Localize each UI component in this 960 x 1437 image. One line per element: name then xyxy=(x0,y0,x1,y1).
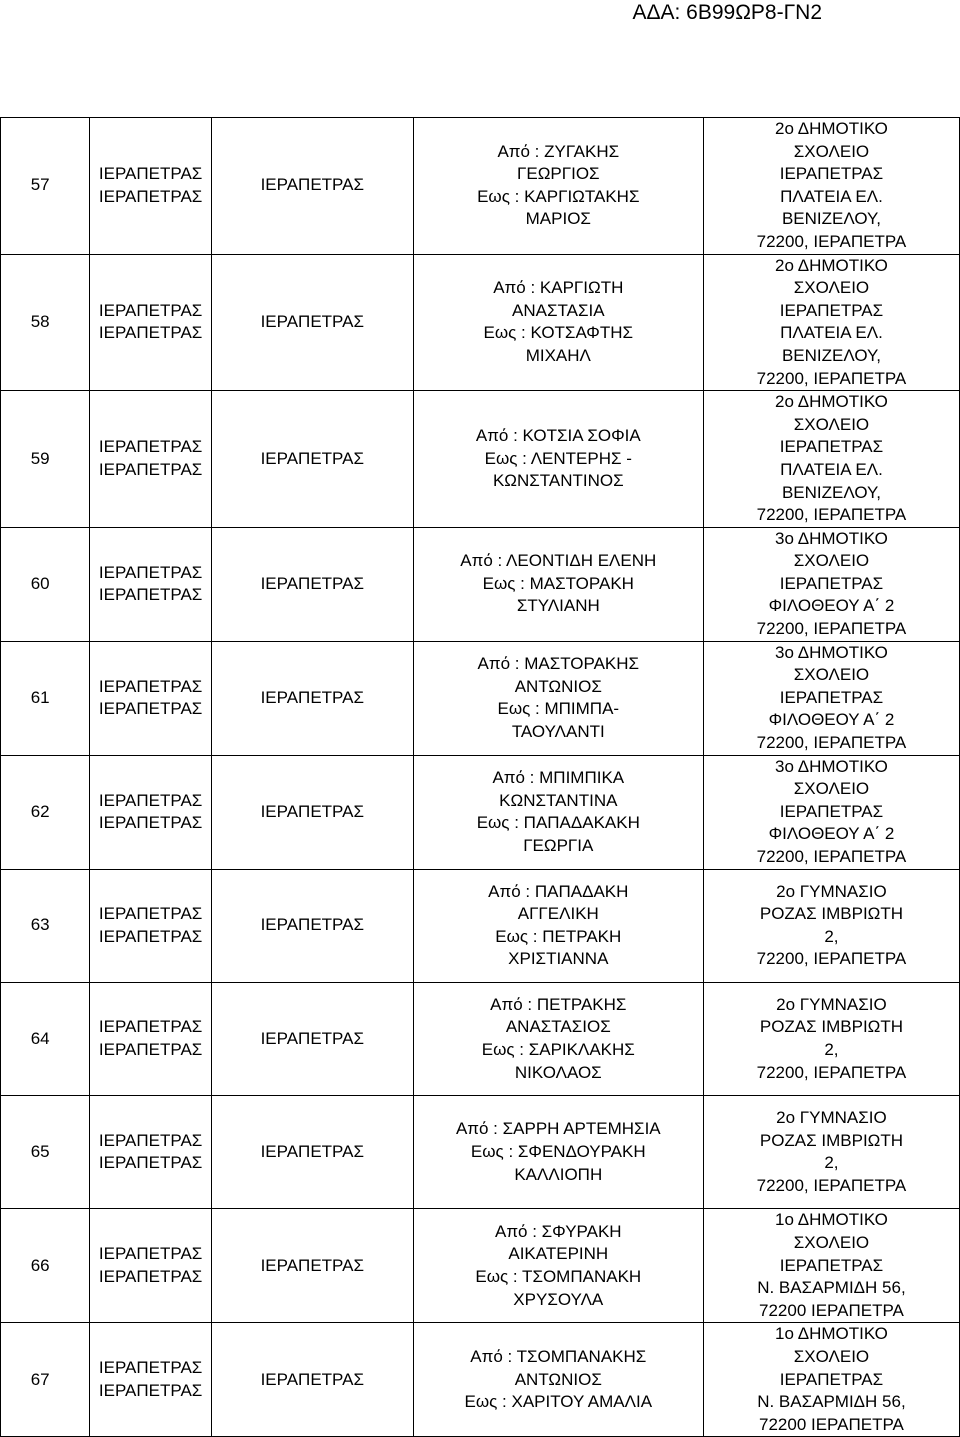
surname-range-line: Από : ΖΥΓΑΚΗΣ xyxy=(497,141,620,161)
area-name: ΙΕΡΑΠΕΤΡΑΣ xyxy=(98,459,203,479)
polling-station-line: ΙΕΡΑΠΕΤΡΑΣ xyxy=(779,1369,884,1389)
surname-range-line: ΓΕΩΡΓΙΟΣ xyxy=(517,164,600,184)
polling-station-line: ΙΕΡΑΠΕΤΡΑΣ xyxy=(779,437,884,457)
table-body xyxy=(1,118,960,1437)
table-row xyxy=(1,1096,960,1209)
surname-range-line: Εως : ΜΑΣΤΟΡΑΚΗ xyxy=(482,573,634,593)
municipality-cell xyxy=(211,1209,413,1323)
area-cell xyxy=(90,1209,212,1323)
polling-station-line: 1ο ΔΗΜΟΤΙΚΟ xyxy=(775,1210,888,1230)
surname-range-line: Εως : ΣΑΡΙΚΛΑΚΗΣ xyxy=(481,1040,635,1060)
municipality-name: ΙΕΡΑΠΕΤΡΑΣ xyxy=(260,448,364,468)
polling-station-cell xyxy=(703,869,959,982)
polling-station-line: 2ο ΔΗΜΟΤΙΚΟ xyxy=(775,392,888,412)
area-cell xyxy=(90,527,212,641)
surname-range-line: Από : ΛΕΟΝΤΙΔΗ ΕΛΕΝΗ xyxy=(460,551,657,571)
surname-range-cell xyxy=(413,1323,703,1437)
surname-range-line: Από : ΠΑΠΑΔΑΚΗ xyxy=(488,881,629,901)
surname-range-line: ΜΑΡΙΟΣ xyxy=(525,209,591,229)
table-row xyxy=(1,869,960,982)
polling-station-line: ΣΧΟΛΕΙΟ xyxy=(793,1233,870,1253)
polling-station-line: 72200, ΙΕΡΑΠΕΤΡΑ xyxy=(756,1062,907,1082)
polling-station-line: ΦΙΛΟΘΕΟΥ Α΄ 2 xyxy=(768,710,895,730)
polling-station-line: 3ο ΔΗΜΟΤΙΚΟ xyxy=(775,756,888,776)
polling-station-line: 72200, ΙΕΡΑΠΕΤΡΑ xyxy=(756,368,907,388)
polling-station-line: ΣΧΟΛΕΙΟ xyxy=(793,141,870,161)
polling-station-line: ΠΛΑΤΕΙΑ ΕΛ. xyxy=(780,186,883,206)
row-number: 67 xyxy=(30,1369,50,1389)
surname-range-line: Εως : ΛΕΝΤΕΡΗΣ - xyxy=(484,448,632,468)
polling-stations-table xyxy=(0,117,960,1437)
surname-range-line: Από : ΚΑΡΓΙΩΤΗ xyxy=(493,278,624,298)
surname-range-cell xyxy=(413,641,703,755)
municipality-cell xyxy=(211,869,413,982)
polling-station-line: 72200, ΙΕΡΑΠΕΤΡΑ xyxy=(756,847,907,866)
area-name: ΙΕΡΑΠΕΤΡΑΣ xyxy=(98,300,203,320)
row-number-cell xyxy=(1,1209,90,1323)
polling-station-cell xyxy=(703,118,959,255)
surname-range-line: ΧΡΥΣΟΥΛΑ xyxy=(513,1289,604,1309)
polling-station-line: ΠΛΑΤΕΙΑ ΕΛ. xyxy=(780,323,883,343)
municipality-cell xyxy=(211,391,413,528)
area-name: ΙΕΡΑΠΕΤΡΑΣ xyxy=(98,562,203,582)
area-name: ΙΕΡΑΠΕΤΡΑΣ xyxy=(98,926,203,946)
surname-range-line: ΚΩΝΣΤΑΝΤΙΝΟΣ xyxy=(492,471,624,491)
polling-station-line: ΙΕΡΑΠΕΤΡΑΣ xyxy=(779,573,884,593)
polling-station-line: 72200 ΙΕΡΑΠΕΤΡΑ xyxy=(759,1300,904,1320)
polling-station-line: ΠΛΑΤΕΙΑ ΕΛ. xyxy=(780,459,883,479)
polling-station-line: 3ο ΔΗΜΟΤΙΚΟ xyxy=(775,528,888,548)
polling-station-line: Ν. ΒΑΣΑΡΜΙΔΗ 56, xyxy=(757,1278,906,1298)
area-name: ΙΕΡΑΠΕΤΡΑΣ xyxy=(98,323,203,343)
municipality-name: ΙΕΡΑΠΕΤΡΑΣ xyxy=(260,915,364,935)
area-name: ΙΕΡΑΠΕΤΡΑΣ xyxy=(98,790,203,810)
surname-range-line: Εως : ΚΟΤΣΑΦΤΗΣ xyxy=(483,323,634,343)
polling-station-line: 72200, ΙΕΡΑΠΕΤΡΑ xyxy=(756,505,907,525)
area-cell xyxy=(90,1323,212,1437)
surname-range-line: ΝΙΚΟΛΑΟΣ xyxy=(514,1062,602,1082)
area-name: ΙΕΡΑΠΕΤΡΑΣ xyxy=(98,1358,203,1378)
polling-station-line: ΒΕΝΙΖΕΛΟΥ, xyxy=(781,209,881,229)
surname-range-line: ΑΝΤΩΝΙΟΣ xyxy=(514,676,602,696)
area-cell xyxy=(90,118,212,255)
area-name: ΙΕΡΑΠΕΤΡΑΣ xyxy=(98,676,203,696)
area-name: ΙΕΡΑΠΕΤΡΑΣ xyxy=(98,585,203,605)
polling-station-line: ΣΧΟΛΕΙΟ xyxy=(793,665,870,685)
area-cell xyxy=(90,391,212,528)
surname-range-cell xyxy=(413,982,703,1095)
area-cell xyxy=(90,982,212,1095)
row-number: 60 xyxy=(30,573,50,593)
surname-range-line: Από : ΜΠΙΜΠΙΚΑ xyxy=(492,767,625,787)
surname-range-cell xyxy=(413,1209,703,1323)
area-name: ΙΕΡΑΠΕΤΡΑΣ xyxy=(98,1017,203,1037)
row-number-cell xyxy=(1,254,90,391)
municipality-name: ΙΕΡΑΠΕΤΡΑΣ xyxy=(260,1255,364,1275)
polling-station-cell xyxy=(703,641,959,755)
area-cell xyxy=(90,254,212,391)
row-number-cell xyxy=(1,391,90,528)
polling-station-line: Ν. ΒΑΣΑΡΜΙΔΗ 56, xyxy=(757,1392,906,1412)
polling-station-line: ΦΙΛΟΘΕΟΥ Α΄ 2 xyxy=(768,824,895,844)
area-name: ΙΕΡΑΠΕΤΡΑΣ xyxy=(98,813,203,833)
polling-station-line: ΣΧΟΛΕΙΟ xyxy=(793,1347,870,1367)
area-name: ΙΕΡΑΠΕΤΡΑΣ xyxy=(98,1040,203,1060)
area-cell xyxy=(90,1096,212,1209)
municipality-name: ΙΕΡΑΠΕΤΡΑΣ xyxy=(260,1142,364,1162)
surname-range-line: ΑΓΓΕΛΙΚΗ xyxy=(517,904,599,924)
polling-station-cell xyxy=(703,527,959,641)
polling-station-line: 2ο ΓΥΜΝΑΣΙΟ xyxy=(776,881,887,901)
area-name: ΙΕΡΑΠΕΤΡΑΣ xyxy=(98,186,203,206)
surname-range-cell xyxy=(413,755,703,869)
row-number: 58 xyxy=(30,312,50,332)
surname-range-cell xyxy=(413,1096,703,1209)
municipality-name: ΙΕΡΑΠΕΤΡΑΣ xyxy=(260,1028,364,1048)
row-number: 65 xyxy=(30,1142,50,1162)
polling-station-line: ΙΕΡΑΠΕΤΡΑΣ xyxy=(779,801,884,821)
polling-station-line: 72200, ΙΕΡΑΠΕΤΡΑ xyxy=(756,949,907,969)
surname-range-line: Από : ΠΕΤΡΑΚΗΣ xyxy=(490,994,627,1014)
table-row xyxy=(1,254,960,391)
table-row xyxy=(1,1323,960,1437)
row-number: 62 xyxy=(30,801,50,821)
row-number-cell xyxy=(1,527,90,641)
row-number: 57 xyxy=(30,175,50,195)
row-number-cell xyxy=(1,869,90,982)
area-name: ΙΕΡΑΠΕΤΡΑΣ xyxy=(98,164,203,184)
area-name: ΙΕΡΑΠΕΤΡΑΣ xyxy=(98,904,203,924)
polling-station-line: 1ο ΔΗΜΟΤΙΚΟ xyxy=(775,1324,888,1344)
surname-range-line: Από : ΤΣΟΜΠΑΝΑΚΗΣ xyxy=(470,1347,647,1367)
table-row xyxy=(1,118,960,255)
row-number-cell xyxy=(1,755,90,869)
surname-range-cell xyxy=(413,391,703,528)
area-name: ΙΕΡΑΠΕΤΡΑΣ xyxy=(98,1380,203,1400)
area-name: ΙΕΡΑΠΕΤΡΑΣ xyxy=(98,1244,203,1264)
polling-station-cell xyxy=(703,1096,959,1209)
surname-range-line: ΤΑΟΥΛΑΝΤΙ xyxy=(511,721,605,741)
polling-station-cell xyxy=(703,391,959,528)
surname-range-line: Εως : ΠΑΠΑΔΑΚΑΚΗ xyxy=(476,813,640,833)
surname-range-line: Από : ΣΦΥΡΑΚΗ xyxy=(494,1221,622,1241)
surname-range-line: Από : ΣΑΡΡΗ ΑΡΤΕΜΗΣΙΑ xyxy=(455,1119,661,1139)
polling-station-line: ΒΕΝΙΖΕΛΟΥ, xyxy=(781,482,881,502)
polling-station-line: ΣΧΟΛΕΙΟ xyxy=(793,551,870,571)
polling-station-line: 72200, ΙΕΡΑΠΕΤΡΑ xyxy=(756,733,907,753)
surname-range-line: ΑΝΑΣΤΑΣΙΟΣ xyxy=(505,1017,611,1037)
municipality-cell xyxy=(211,527,413,641)
polling-station-cell xyxy=(703,1323,959,1437)
surname-range-line: ΚΑΛΛΙΟΠΗ xyxy=(514,1164,603,1184)
surname-range-line: Εως : ΠΕΤΡΑΚΗ xyxy=(495,926,622,946)
municipality-cell xyxy=(211,755,413,869)
area-cell xyxy=(90,755,212,869)
municipality-name: ΙΕΡΑΠΕΤΡΑΣ xyxy=(260,687,364,707)
polling-station-line: ΣΧΟΛΕΙΟ xyxy=(793,414,870,434)
area-name: ΙΕΡΑΠΕΤΡΑΣ xyxy=(98,1153,203,1173)
surname-range-line: ΑΝΑΣΤΑΣΙΑ xyxy=(512,300,605,320)
surname-range-line: Από : ΜΑΣΤΟΡΑΚΗΣ xyxy=(477,653,640,673)
polling-station-line: 2, xyxy=(824,1153,839,1173)
polling-station-line: ΙΕΡΑΠΕΤΡΑΣ xyxy=(779,687,884,707)
municipality-name: ΙΕΡΑΠΕΤΡΑΣ xyxy=(260,312,364,332)
surname-range-line: Εως : ΧΑΡΙΤΟΥ ΑΜΑΛΙΑ xyxy=(464,1392,653,1412)
table-row xyxy=(1,755,960,869)
municipality-cell xyxy=(211,118,413,255)
polling-station-cell xyxy=(703,982,959,1095)
polling-station-line: 2ο ΓΥΜΝΑΣΙΟ xyxy=(776,994,887,1014)
document-code: ΑΔΑ: 6Β99ΩΡ8-ΓΝ2 xyxy=(632,1,822,24)
polling-station-line: 2, xyxy=(824,926,839,946)
table-row xyxy=(1,1209,960,1323)
polling-station-cell xyxy=(703,755,959,869)
table-row xyxy=(1,527,960,641)
polling-station-line: 72200, ΙΕΡΑΠΕΤΡΑ xyxy=(756,619,907,639)
row-number-cell xyxy=(1,641,90,755)
polling-station-line: ΒΕΝΙΖΕΛΟΥ, xyxy=(781,345,881,365)
municipality-name: ΙΕΡΑΠΕΤΡΑΣ xyxy=(260,573,364,593)
polling-station-line: ΣΧΟΛΕΙΟ xyxy=(793,278,870,298)
surname-range-line: Εως : ΤΣΟΜΠΑΝΑΚΗ xyxy=(475,1266,642,1286)
surname-range-line: ΧΡΙΣΤΙΑΝΝΑ xyxy=(508,949,609,969)
area-cell xyxy=(90,869,212,982)
polling-station-line: ΙΕΡΑΠΕΤΡΑΣ xyxy=(779,300,884,320)
area-cell xyxy=(90,641,212,755)
surname-range-line: ΑΙΚΑΤΕΡΙΝΗ xyxy=(508,1244,609,1264)
municipality-cell xyxy=(211,254,413,391)
surname-range-line: Από : ΚΟΤΣΙΑ ΣΟΦΙΑ xyxy=(475,426,641,446)
polling-station-line: ΣΧΟΛΕΙΟ xyxy=(793,779,870,799)
polling-station-line: ΙΕΡΑΠΕΤΡΑΣ xyxy=(779,164,884,184)
row-number: 63 xyxy=(30,915,50,935)
surname-range-cell xyxy=(413,118,703,255)
area-name: ΙΕΡΑΠΕΤΡΑΣ xyxy=(98,1130,203,1150)
surname-range-line: Εως : ΜΠΙΜΠΑ- xyxy=(497,699,620,719)
row-number-cell xyxy=(1,1096,90,1209)
table-row xyxy=(1,391,960,528)
area-name: ΙΕΡΑΠΕΤΡΑΣ xyxy=(98,1266,203,1286)
row-number: 61 xyxy=(30,687,50,707)
polling-station-line: ΡΟΖΑΣ ΙΜΒΡΙΩΤΗ xyxy=(759,1017,904,1037)
polling-station-line: 2, xyxy=(824,1040,839,1060)
polling-station-line: 72200, ΙΕΡΑΠΕΤΡΑ xyxy=(756,1175,907,1195)
municipality-cell xyxy=(211,1096,413,1209)
row-number: 66 xyxy=(30,1255,50,1275)
table-row xyxy=(1,982,960,1095)
polling-station-line: ΡΟΖΑΣ ΙΜΒΡΙΩΤΗ xyxy=(759,1130,904,1150)
polling-station-line: 72200 ΙΕΡΑΠΕΤΡΑ xyxy=(759,1414,904,1434)
polling-station-line: ΦΙΛΟΘΕΟΥ Α΄ 2 xyxy=(768,596,895,616)
row-number-cell xyxy=(1,982,90,1095)
row-number: 59 xyxy=(30,448,50,468)
surname-range-line: ΜΙΧΑΗΛ xyxy=(525,345,591,365)
polling-station-cell xyxy=(703,254,959,391)
polling-station-line: 72200, ΙΕΡΑΠΕΤΡΑ xyxy=(756,231,907,251)
row-number-cell xyxy=(1,118,90,255)
row-number: 64 xyxy=(30,1028,50,1048)
surname-range-cell xyxy=(413,254,703,391)
municipality-cell xyxy=(211,641,413,755)
municipality-name: ΙΕΡΑΠΕΤΡΑΣ xyxy=(260,175,364,195)
municipality-cell xyxy=(211,982,413,1095)
polling-station-cell xyxy=(703,1209,959,1323)
row-number-cell xyxy=(1,1323,90,1437)
polling-station-line: 2ο ΔΗΜΟΤΙΚΟ xyxy=(775,119,888,138)
table-row xyxy=(1,641,960,755)
surname-range-cell xyxy=(413,527,703,641)
municipality-name: ΙΕΡΑΠΕΤΡΑΣ xyxy=(260,1369,364,1389)
polling-station-line: ΡΟΖΑΣ ΙΜΒΡΙΩΤΗ xyxy=(759,904,904,924)
polling-station-line: 3ο ΔΗΜΟΤΙΚΟ xyxy=(775,642,888,662)
polling-station-line: 2ο ΓΥΜΝΑΣΙΟ xyxy=(776,1108,887,1128)
surname-range-cell xyxy=(413,869,703,982)
surname-range-line: ΓΕΩΡΓΙΑ xyxy=(523,835,594,855)
surname-range-line: ΚΩΝΣΤΑΝΤΙΝΑ xyxy=(499,790,618,810)
polling-station-line: ΙΕΡΑΠΕΤΡΑΣ xyxy=(779,1255,884,1275)
municipality-name: ΙΕΡΑΠΕΤΡΑΣ xyxy=(260,801,364,821)
municipality-cell xyxy=(211,1323,413,1437)
area-name: ΙΕΡΑΠΕΤΡΑΣ xyxy=(98,699,203,719)
surname-range-line: ΣΤΥΛΙΑΝΗ xyxy=(516,596,600,616)
surname-range-line: ΑΝΤΩΝΙΟΣ xyxy=(514,1369,602,1389)
surname-range-line: Εως : ΚΑΡΓΙΩΤΑΚΗΣ xyxy=(477,186,640,206)
polling-station-line: 2ο ΔΗΜΟΤΙΚΟ xyxy=(775,255,888,275)
area-name: ΙΕΡΑΠΕΤΡΑΣ xyxy=(98,437,203,457)
surname-range-line: Εως : ΣΦΕΝΔΟΥΡΑΚΗ xyxy=(470,1142,646,1162)
